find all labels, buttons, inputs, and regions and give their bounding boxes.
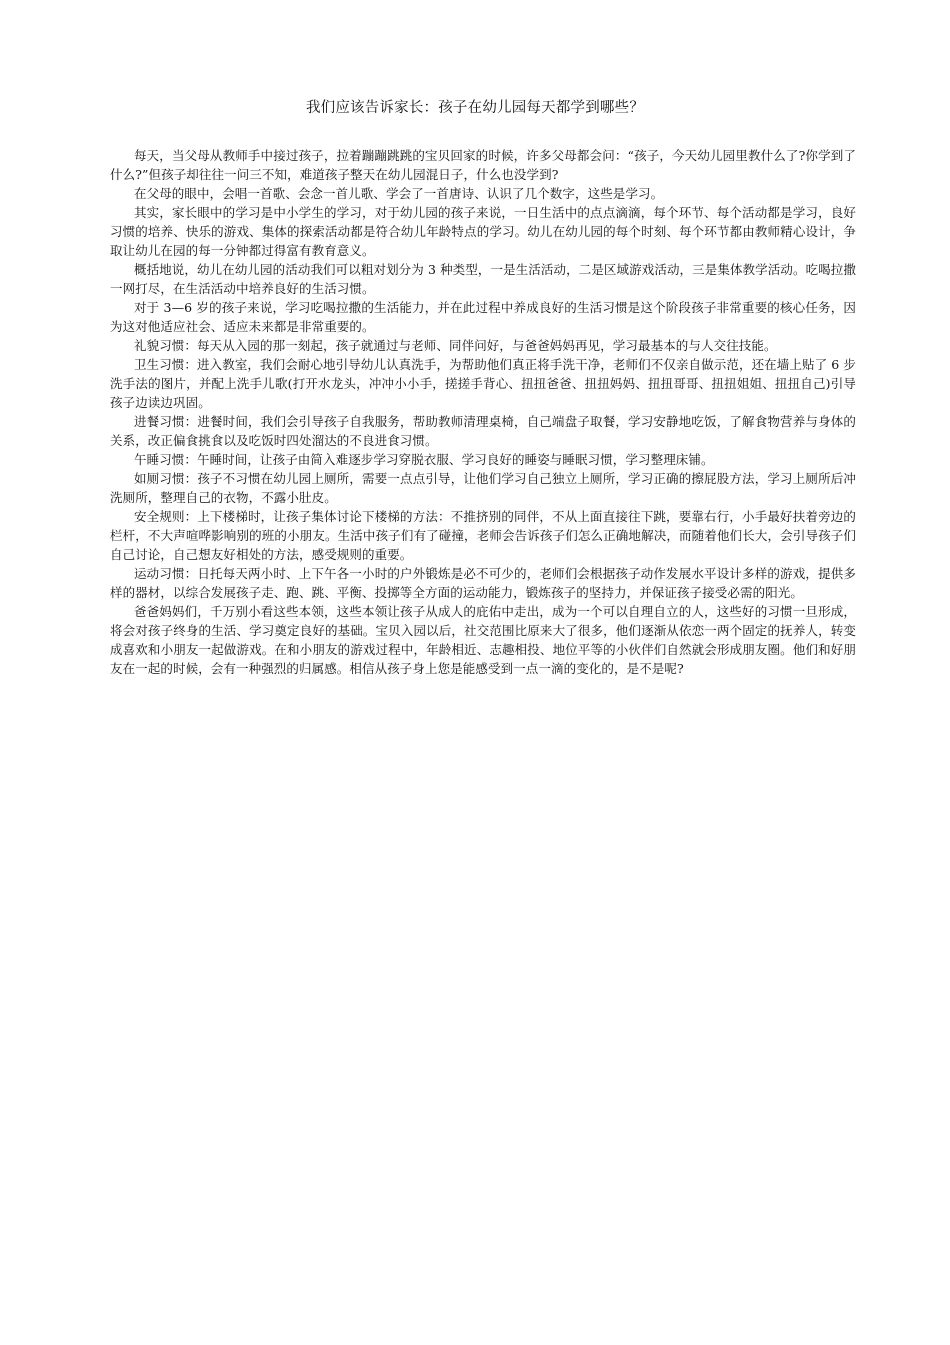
paragraph-11: 安全规则：上下楼梯时，让孩子集体讨论下楼梯的方法：不推挤别的同伴，不从上面直接往下跳，要靠右行，小手最好扶着旁边的栏杆，不大声喧哗影响别的班的小朋友。生活中孩子们有了碰撞，老师会告诉孩子们怎么正确地解决，而随着他们长大，会引导孩子们自己讨论，自己想友好相处的方法，感受规则的重要。 [110, 509, 856, 562]
document-body [110, 146, 856, 678]
paragraph-5: 对于 3—6 岁的孩子来说，学习吃喝拉撒的生活能力，并在此过程中养成良好的生活习惯是这个阶段孩子非常重要的核心任务，因为这对他适应社会、适应未来都是非常重要的。 [110, 300, 856, 334]
paragraph-1: 每天，当父母从教师手中接过孩子，拉着蹦蹦跳跳的宝贝回家的时候，许多父母都会问：“孩子，今天幼儿园里教什么了?你学到了什么?”但孩子却往往一问三不知，难道孩子整天在幼儿园混日子，什么也没学到? [110, 148, 856, 182]
paragraph-3: 其实，家长眼中的学习是中小学生的学习，对于幼儿园的孩子来说，一日生活中的点点滴滴，每个环节、每个活动都是学习，良好习惯的培养、快乐的游戏、集体的探索活动都是符合幼儿年龄特点的学习。幼儿在幼儿园的每个时刻、每个环节都由教师精心设计，争取让幼儿在园的每一分钟都过得富有教育意义。 [110, 205, 856, 258]
paragraph-9: 午睡习惯：午睡时间，让孩子由简入难逐步学习穿脱衣服、学习良好的睡姿与睡眠习惯，学习整理床铺。 [134, 452, 714, 467]
document-title: 我们应该告诉家长：孩子在幼儿园每天都学到哪些？ [305, 100, 645, 116]
paragraph-13: 爸爸妈妈们，千万别小看这些本领，这些本领让孩子从成人的庇佑中走出，成为一个可以自理自立的人，这些好的习惯一旦形成，将会对孩子终身的生活、学习奠定良好的基础。宝贝入园以后，社交范围比原来大了很多，他们逐渐从依恋一两个固定的抚养人，转变成喜欢和小朋友一起做游戏。在和小朋友的游戏过程中，年龄相近、志趣相投、地位平等的小伙伴们自然就会形成朋友圈。他们和好朋友在一起的时候，会有一种强烈的归属感。相信从孩子身上您是能感受到一点一滴的变化的，是不是呢? [110, 604, 856, 676]
paragraph-7: 卫生习惯：进入教室，我们会耐心地引导幼儿认真洗手，为帮助他们真正将手洗干净，老师们不仅亲自做示范，还在墙上贴了 6 步洗手法的图片，并配上洗手儿歌(打开水龙头，冲冲小小手，搓搓手背心、扭扭爸爸、扭扭妈妈、扭扭哥哥、扭扭姐姐、扭扭自己)引导孩子边读边巩固。 [110, 357, 856, 410]
paragraph-2: 在父母的眼中，会唱一首歌、会念一首儿歌、学会了一首唐诗、认识了几个数字，这些是学习。 [134, 186, 664, 201]
paragraph-6: 礼貌习惯：每天从入园的那一刻起，孩子就通过与老师、同伴问好，与爸爸妈妈再见，学习最基本的与人交往技能。 [134, 338, 777, 353]
paragraph-8: 进餐习惯：进餐时间，我们会引导孩子自我服务，帮助教师清理桌椅，自己端盘子取餐，学习安静地吃饭，了解食物营养与身体的关系，改正偏食挑食以及吃饭时四处溜达的不良进食习惯。 [110, 414, 856, 448]
paragraph-10: 如厕习惯：孩子不习惯在幼儿园上厕所，需要一点点引导，让他们学习自己独立上厕所，学习正确的擦屁股方法，学习上厕所后冲洗厕所，整理自己的衣物，不露小肚皮。 [110, 471, 856, 505]
paragraph-12: 运动习惯：日托每天两小时、上下午各一小时的户外锻炼是必不可少的，老师们会根据孩子动作发展水平设计多样的游戏，提供多样的器材，以综合发展孩子走、跑、跳、平衡、投掷等全方面的运动能力，锻炼孩子的坚持力，并保证孩子接受必需的阳光。 [110, 566, 856, 600]
paragraph-4: 概括地说，幼儿在幼儿园的活动我们可以粗对划分为 3 种类型，一是生活活动，二是区域游戏活动，三是集体教学活动。吃喝拉撒一网打尽，在生活活动中培养良好的生活习惯。 [110, 262, 856, 296]
